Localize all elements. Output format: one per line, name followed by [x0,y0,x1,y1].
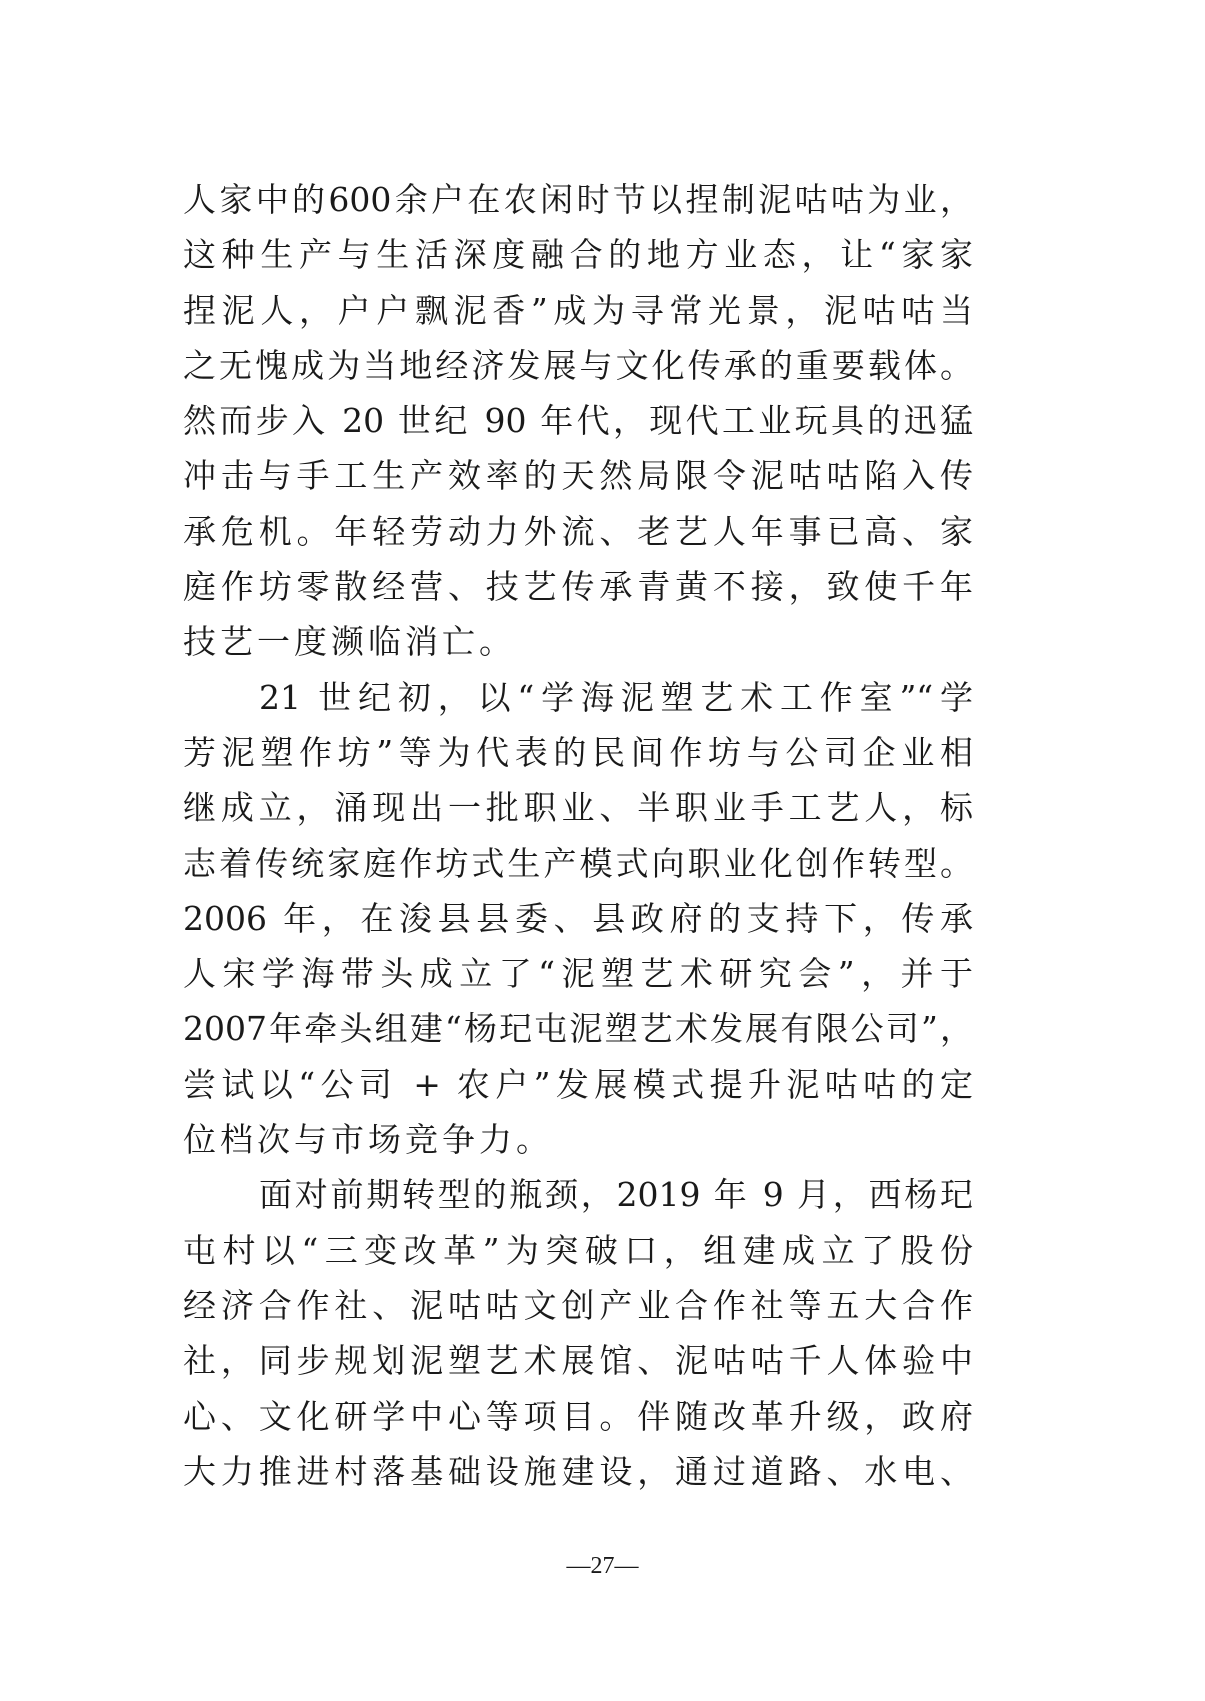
text-line: 庭作坊零散经营、技艺传承青黄不接，致使千年 [183,567,973,607]
text-line: 继成立，涌现出一批职业、半职业手工艺人，标 [183,788,973,828]
text-line: 芳泥塑作坊”等为代表的民间作坊与公司企业相 [183,732,973,772]
text-line: 志着传统家庭作坊式生产模式向职业化创作转型。 [183,843,973,883]
text-line: 位档次与市场竞争力。 [183,1120,553,1160]
text-line: 21 世纪初，以“学海泥塑艺术工作室”“学 [259,677,973,717]
text-line: 技艺一度濒临消亡。 [183,622,516,662]
body-text [183,172,973,1499]
text-line: 捏泥人，户户飘泥香”成为寻常光景，泥咕咕当 [183,290,973,330]
text-line: 人家中的600余户在农闲时节以捏制泥咕咕为业， [183,180,973,219]
text-line: 2006 年，在浚县县委、县政府的支持下，传承 [183,898,973,938]
text-line: 面对前期转型的瓶颈，2019 年 9 月，西杨玘 [259,1175,973,1215]
page-number: —27— [566,1553,639,1579]
text-line: 人宋学海带头成立了“泥塑艺术研究会”，并于 [183,954,973,994]
text-line: 冲击与手工生产效率的天然局限令泥咕咕陷入传 [183,456,973,496]
text-line: 大力推进村落基础设施建设，通过道路、水电、 [183,1451,973,1491]
text-line: 心、文化研学中心等项目。伴随改革升级，政府 [183,1396,973,1436]
text-line: 尝试以“公司 + 农户”发展模式提升泥咕咕的定 [183,1064,973,1104]
text-line: 屯村以“三变改革”为突破口，组建成立了股份 [183,1230,973,1270]
text-line: 承危机。年轻劳动力外流、老艺人年事已高、家 [183,511,973,551]
text-line: 2007年牵头组建“杨玘屯泥塑艺术发展有限公司”， [183,1009,973,1049]
text-line: 之无愧成为当地经济发展与文化传承的重要载体。 [183,345,973,385]
text-line: 经济合作社、泥咕咕文创产业合作社等五大合作 [183,1285,973,1325]
text-line: 这种生产与生活深度融合的地方业态，让“家家 [183,235,973,275]
text-line: 社，同步规划泥塑艺术展馆、泥咕咕千人体验中 [183,1341,973,1381]
text-line: 然而步入 20 世纪 90 年代，现代工业玩具的迅猛 [183,401,973,441]
